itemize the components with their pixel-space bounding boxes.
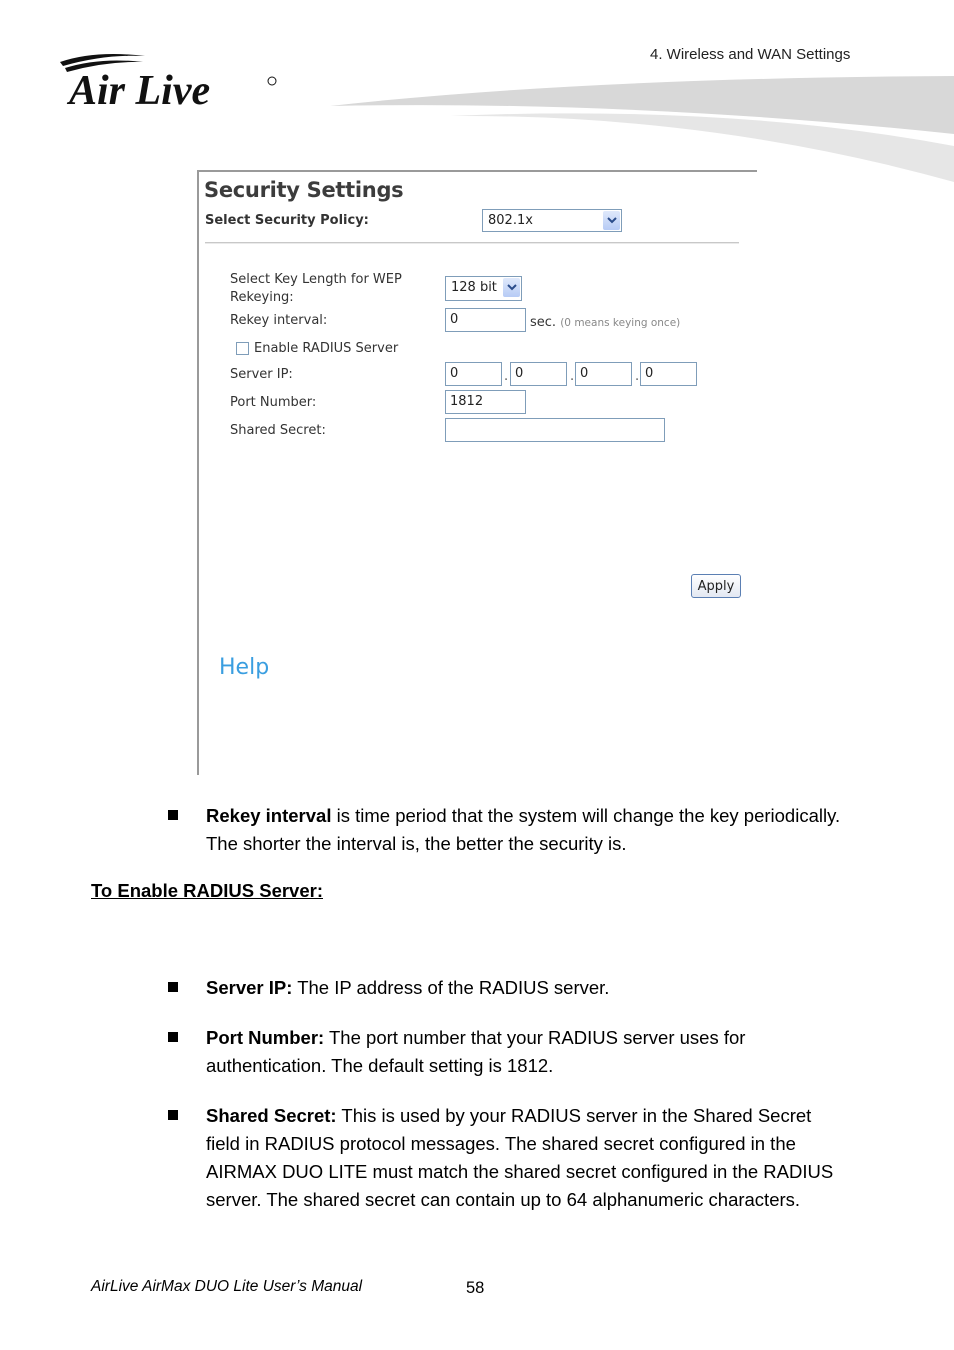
bullet-icon [168, 1110, 178, 1120]
section-label: 4. Wireless and WAN Settings [650, 46, 851, 63]
port-line2: authentication. The default setting is 1812. [206, 1055, 554, 1076]
server-ip-octet-3[interactable]: 0 [575, 362, 632, 386]
bullet-icon [168, 1032, 178, 1042]
page-number: 58 [466, 1279, 485, 1297]
radius-checkbox[interactable] [236, 342, 249, 355]
airlive-logo [55, 48, 285, 113]
server-ip-octet-2[interactable]: 0 [510, 362, 567, 386]
security-settings-panel [197, 170, 757, 775]
rekey-line2: The shorter the interval is, the better the security is. [206, 833, 627, 854]
policy-label: Select Security Policy: [205, 213, 369, 228]
rekey-label: Rekey interval: [230, 313, 328, 328]
key-length-select[interactable] [445, 276, 522, 301]
ip-separator: . [504, 369, 509, 384]
key-length-label-1: Select Key Length for WEP [230, 272, 402, 287]
bullet-icon [168, 982, 178, 992]
secret-line2: field in RADIUS protocol messages. The shared secret configured in the [206, 1133, 796, 1154]
server-bold: Server IP: [206, 977, 293, 998]
secret-line1: This is used by your RADIUS server in the Shared Secret [336, 1105, 812, 1126]
server-text: The IP address of the RADIUS server. [292, 977, 610, 998]
sec-hint: (0 means keying once) [560, 317, 681, 329]
server-ip-paragraph [206, 974, 609, 1002]
rekey-input[interactable]: 0 [445, 308, 526, 332]
port-line1: The port number that your RADIUS server uses for [324, 1027, 746, 1048]
help-link[interactable]: Help [219, 655, 270, 680]
policy-select[interactable] [482, 209, 622, 232]
key-length-value: 128 bit [451, 280, 497, 295]
port-input[interactable]: 1812 [445, 390, 526, 414]
footer-manual: AirLive AirMax DUO Lite User’s Manual [91, 1278, 363, 1295]
rekey-line1: is time period that the system will change the key periodically. [331, 805, 841, 826]
port-bold: Port Number: [206, 1027, 325, 1048]
ip-separator: . [570, 369, 575, 384]
panel-title: Security Settings [204, 178, 404, 202]
server-ip-octet-1[interactable]: 0 [445, 362, 502, 386]
divider [205, 242, 739, 244]
secret-line3: AIRMAX DUO LITE must match the shared secret configured in the RADIUS [206, 1161, 834, 1182]
rekey-paragraph [206, 802, 840, 858]
secret-input[interactable] [445, 418, 665, 442]
secret-bold: Shared Secret: [206, 1105, 337, 1126]
svg-text:Air Live: Air Live [69, 68, 211, 113]
server-ip-label: Server IP: [230, 367, 293, 382]
radius-heading: To Enable RADIUS Server: [91, 880, 323, 901]
ip-separator: . [635, 369, 640, 384]
radius-label: Enable RADIUS Server [254, 341, 399, 356]
key-length-label-2: Rekeying: [230, 290, 294, 305]
port-paragraph [206, 1024, 745, 1080]
chevron-down-icon[interactable] [603, 211, 620, 230]
bullet-icon [168, 810, 178, 820]
chevron-down-icon[interactable] [503, 278, 520, 297]
policy-select-value: 802.1x [488, 213, 533, 228]
sec-label: sec. [530, 315, 557, 330]
apply-button[interactable]: Apply [691, 574, 741, 598]
secret-label: Shared Secret: [230, 423, 326, 438]
rekey-bold: Rekey interval [206, 805, 332, 826]
secret-line4: server. The shared secret can contain up to 64 alphanumeric characters. [206, 1189, 801, 1210]
secret-paragraph [206, 1102, 833, 1214]
sec-unit [530, 315, 680, 330]
server-ip-octet-4[interactable]: 0 [640, 362, 697, 386]
port-label: Port Number: [230, 395, 317, 410]
